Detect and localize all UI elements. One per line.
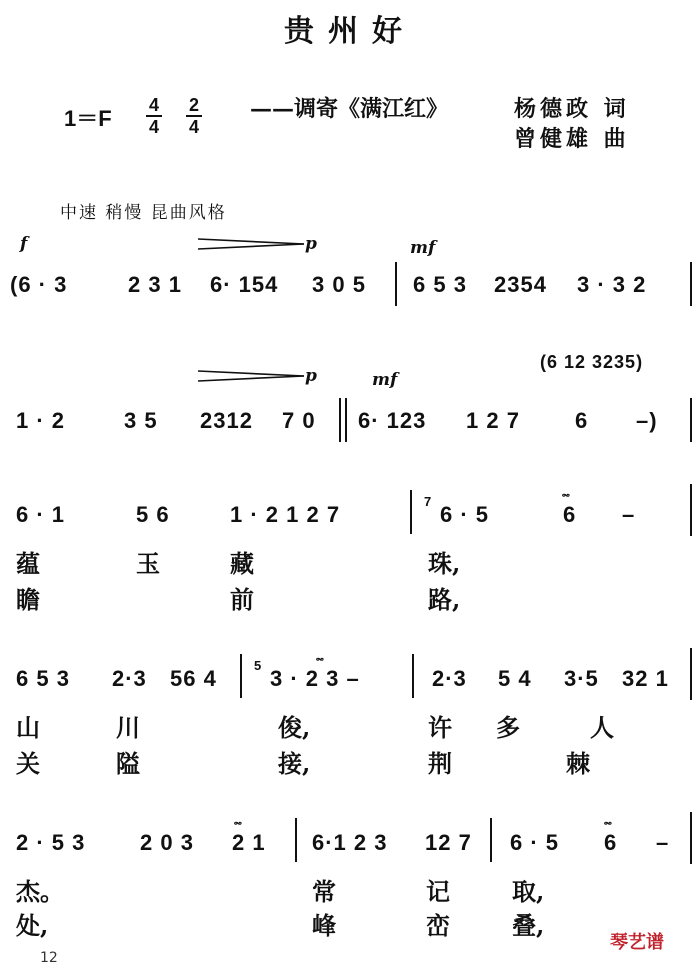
note-group: 3 · 3 2 <box>577 272 647 297</box>
lyric-char: 瞻 <box>16 585 40 614</box>
bar-line <box>690 812 692 864</box>
note-group: 1 · 2 <box>16 408 66 433</box>
lyric-char: 俊, <box>278 713 311 742</box>
note-group: 6 <box>575 408 589 433</box>
time-signature-1 <box>146 96 162 136</box>
bar-line <box>690 398 692 442</box>
note-group: 3 · 2 3 – <box>270 666 360 691</box>
lyric-char: 蕴 <box>16 549 40 578</box>
lyric-char: 取, <box>512 877 545 906</box>
note-group: 6 5 3 <box>16 666 70 691</box>
dynamic-mark: p <box>305 234 317 254</box>
dynamic-mark: mf <box>410 238 436 258</box>
note-group: 3 0 5 <box>312 272 366 297</box>
lyric-char: 多 <box>496 713 520 742</box>
lyric-char: 藏 <box>230 549 254 578</box>
note-group: 2 · 5 3 <box>16 830 86 855</box>
grace-note: 5 <box>254 658 263 673</box>
note-group: 3 5 <box>124 408 158 433</box>
lyric-char: 杰。 <box>16 877 64 906</box>
lyric-char: 川 <box>116 713 140 742</box>
lyric-char: 荆 <box>428 749 452 778</box>
mordent-icon: 𝆗 <box>316 650 324 666</box>
bar-line <box>339 398 341 442</box>
diminuendo-hairpin-icon <box>196 236 308 252</box>
key-signature: 1＝F <box>64 106 112 131</box>
time-sig-2-top: 2 <box>188 95 199 115</box>
lyric-char: 玉 <box>136 549 160 578</box>
watermark-logo: 琴艺谱 <box>610 932 664 953</box>
note-group: 6 · 5 <box>440 502 490 527</box>
note-group: 56 4 <box>170 666 217 691</box>
note-group: 32 1 <box>622 666 669 691</box>
lyric-char: 处, <box>16 911 49 940</box>
note-group: 6· 123 <box>358 408 427 433</box>
grace-note: 7 <box>424 494 433 509</box>
dynamic-mark: f <box>20 234 28 254</box>
bar-line <box>690 262 692 306</box>
lyric-char: 峰 <box>312 911 336 940</box>
note-group: –) <box>636 408 658 433</box>
note-group: 6 <box>604 830 618 855</box>
note-group: 6· 154 <box>210 272 279 297</box>
note-group: 2 1 <box>232 830 266 855</box>
diminuendo-hairpin-icon <box>196 368 308 384</box>
lyric-char: 山 <box>16 713 40 742</box>
note-group: 3·5 <box>564 666 599 691</box>
page-number: 12 <box>40 950 58 966</box>
bar-line <box>490 818 492 862</box>
time-sig-1-top: 4 <box>148 95 159 115</box>
bar-line <box>345 398 347 442</box>
tempo-marking: 中速 稍慢 昆曲风格 <box>60 203 227 223</box>
lyric-char: 棘 <box>566 749 590 778</box>
lyric-char: 关 <box>16 749 40 778</box>
note-group: 2312 <box>200 408 253 433</box>
lyric-char: 叠, <box>512 911 545 940</box>
alternate-notes: (6 12 3235) <box>540 352 644 372</box>
mordent-icon: 𝆗 <box>234 814 242 830</box>
note-group: 2·3 <box>432 666 467 691</box>
note-group: 2·3 <box>112 666 147 691</box>
note-group: 5 6 <box>136 502 170 527</box>
composer-credit: 曾健雄 曲 <box>514 126 630 152</box>
bar-line <box>410 490 412 534</box>
note-group: 2354 <box>494 272 547 297</box>
note-group: 2 0 3 <box>140 830 194 855</box>
lyric-char: 隘 <box>116 749 140 778</box>
note-group: – <box>622 502 636 527</box>
lyric-char: 记 <box>426 877 450 906</box>
lyric-char: 许 <box>428 713 452 742</box>
note-group: 7 0 <box>282 408 316 433</box>
lyric-char: 常 <box>312 877 336 906</box>
lyric-char: 路, <box>428 585 461 614</box>
note-group: 5 4 <box>498 666 532 691</box>
dynamic-mark: mf <box>372 370 398 390</box>
lyric-char: 峦 <box>426 911 450 940</box>
bar-line <box>412 654 414 698</box>
note-group: 6·1 2 3 <box>312 830 388 855</box>
note-group: 6 · 5 <box>510 830 560 855</box>
subtitle: ——调寄《满江红》 <box>250 96 449 122</box>
time-signature-2 <box>186 96 202 136</box>
dynamic-mark: p <box>305 366 317 386</box>
lyric-char: 接, <box>278 749 311 778</box>
note-group: 6 · 1 <box>16 502 66 527</box>
note-group: 1 2 7 <box>466 408 520 433</box>
time-sig-2-bottom: 4 <box>188 117 199 137</box>
note-group: (6 · 3 <box>10 272 68 297</box>
lyric-char: 人 <box>590 713 614 742</box>
song-title: 贵州好 <box>284 14 416 49</box>
bar-line <box>395 262 397 306</box>
lyricist-credit: 杨德政 词 <box>514 96 630 122</box>
bar-line <box>690 648 692 700</box>
note-group: 6 5 3 <box>413 272 467 297</box>
note-group: 6 <box>563 502 577 527</box>
note-group: – <box>656 830 670 855</box>
note-group: 2 3 1 <box>128 272 182 297</box>
mordent-icon: 𝆗 <box>604 814 612 830</box>
bar-line <box>295 818 297 862</box>
mordent-icon: 𝆗 <box>562 486 570 502</box>
time-sig-1-bottom: 4 <box>148 117 159 137</box>
note-group: 12 7 <box>425 830 472 855</box>
note-group: 1 · 2 1 2 7 <box>230 502 341 527</box>
bar-line <box>240 654 242 698</box>
lyric-char: 珠, <box>428 549 461 578</box>
bar-line <box>690 484 692 536</box>
lyric-char: 前 <box>230 585 254 614</box>
